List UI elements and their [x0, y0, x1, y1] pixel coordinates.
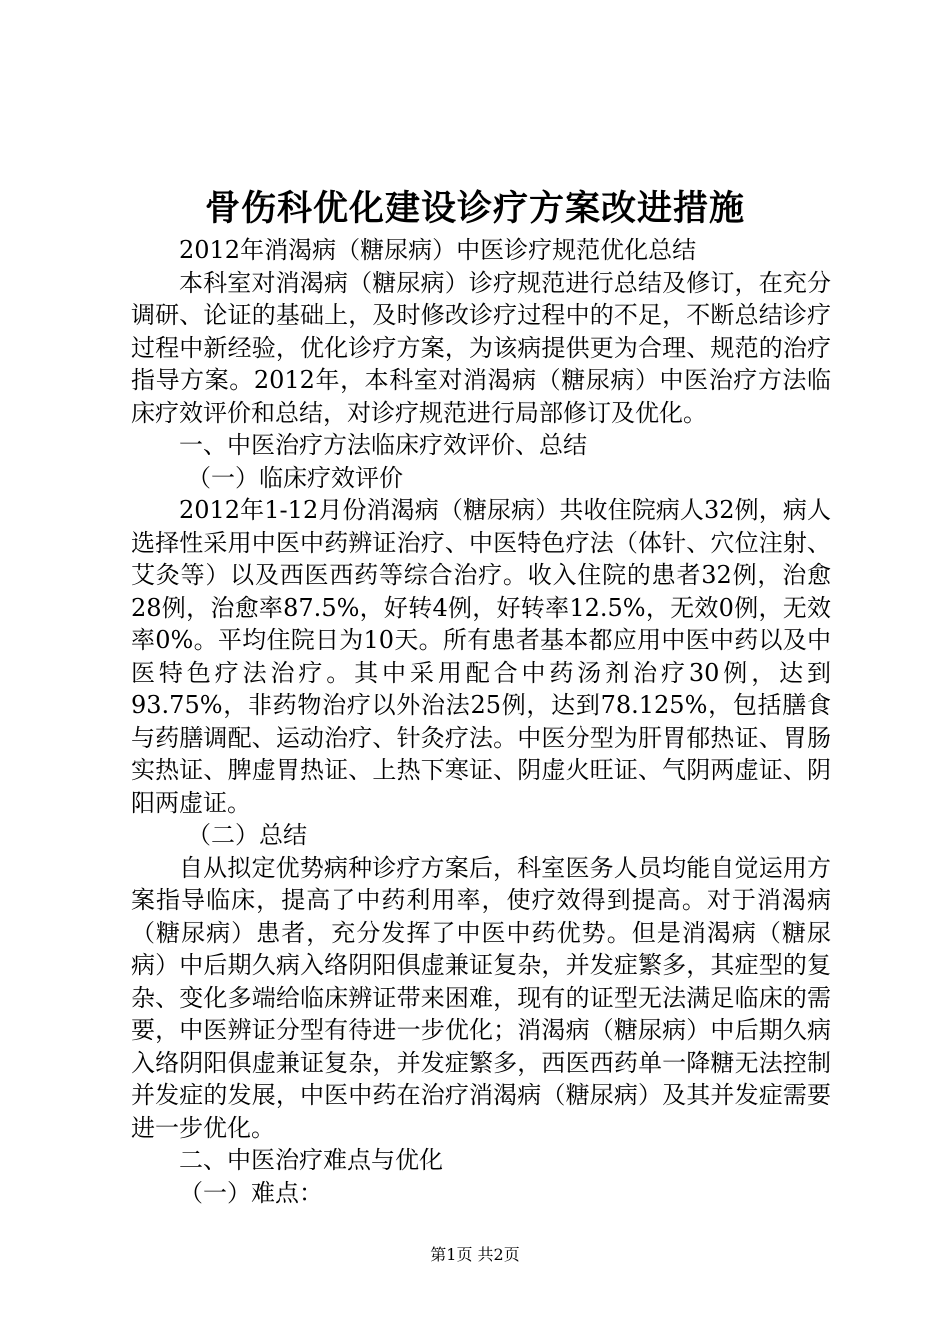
subsection-heading-1-2: （二）总结: [187, 821, 307, 849]
document-title: 骨伤科优化建设诊疗方案改进措施: [204, 188, 745, 229]
paragraph-evaluation: 2012年1-12月份消渴病（糖尿病）共收住院病人32例，病人选择性采用中医中药辨证治疗、中医特色疗法（体针、穴位注射、艾灸等）以及西医西药等综合治疗。收入住院的患者32例，治愈28例，治愈率87.5%，好转4例，好转率12.5%，无效0例，无效率0%。平均住院日为10天。所有患者基本都应用中医中药以及中医特色疗法治疗。其中采用配合中药汤剂治疗30例，达到93.75%，非药物治疗以外治法25例，达到78.125%，包括膳食与药膳调配、运动治疗、针灸疗法。中医分型为肝胃郁热证、胃肠实热证、脾虚胃热证、上热下寒证、阴虚火旺证、气阴两虚证、阴阳两虚证。: [131, 496, 831, 817]
subsection-heading-1-1: （一）临床疗效评价: [187, 463, 403, 492]
section-heading-2: 二、中医治疗难点与优化: [179, 1146, 443, 1174]
paragraph-intro: 本科室对消渴病（糖尿病）诊疗规范进行总结及修订，在充分调研、论证的基础上，及时修改诊疗过程中的不足，不断总结诊疗过程中新经验，优化诊疗方案，为该病提供更为合理、规范的治疗指导方案。2012年，本科室对消渴病（糖尿病）中医治疗方法临床疗效评价和总结，对诊疗规范进行局部修订及优化。: [131, 268, 831, 427]
paragraph-summary: 自从拟定优势病种诊疗方案后，科室医务人员均能自觉运用方案指导临床，提高了中药利用率，使疗效得到提高。对于消渴病（糖尿病）患者，充分发挥了中医中药优势。但是消渴病（糖尿病）中后期久病入络阴阳俱虚兼证复杂，并发症繁多，其症型的复杂、变化多端给临床辨证带来困难，现有的证型无法满足临床的需要，中医辨证分型有待进一步优化；消渴病（糖尿病）中后期久病入络阴阳俱虚兼证复杂，并发症繁多，西医西药单一降糖无法控制并发症的发展，中医中药在治疗消渴病（糖尿病）及其并发症需要进一步优化。: [131, 853, 831, 1142]
subsection-heading-2-1: （一）难点：: [179, 1178, 323, 1207]
paragraph-subtitle: 2012年消渴病（糖尿病）中医诊疗规范优化总结: [179, 236, 697, 264]
page-footer: 第1页 共2页: [430, 1245, 520, 1264]
section-heading-1: 一、中医治疗方法临床疗效评价、总结: [179, 431, 587, 459]
document-body: [131, 234, 831, 1209]
